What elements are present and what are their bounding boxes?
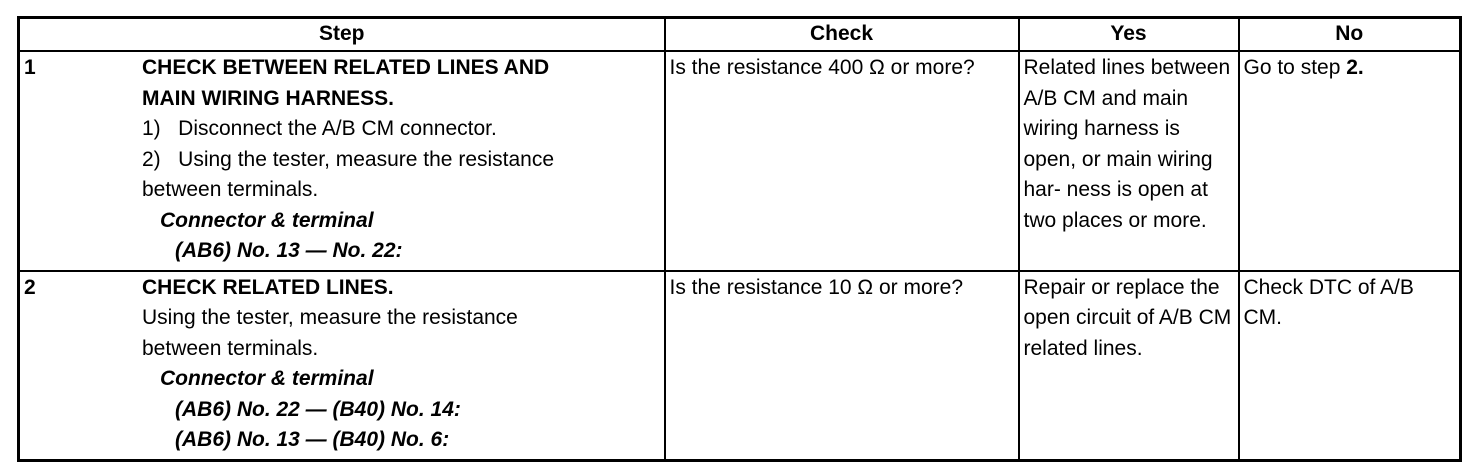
- terminal-spec: (AB6) No. 13 — No. 22:: [175, 239, 403, 262]
- header-step: Step: [19, 18, 665, 52]
- table-row: [19, 271, 1461, 461]
- no-text: Check DTC of A/B CM.: [1243, 275, 1414, 329]
- header-check: Check: [665, 18, 1019, 52]
- step-reference: 2: [1346, 56, 1358, 79]
- terminal-spec: (AB6) No. 22 — (B40) No. 14:: [175, 397, 461, 421]
- step-cell: [19, 271, 665, 461]
- step-title-line: MAIN WIRING HARNESS.: [142, 86, 394, 110]
- no-text: Go to step: [1243, 56, 1347, 79]
- step-title-line: CHECK BETWEEN RELATED LINES AND: [142, 56, 550, 79]
- connector-terminal-label: Connector & terminal: [160, 208, 374, 232]
- instruction-line: Using the tester, measure the resistance: [142, 306, 518, 329]
- yes-cell: Repair or replace the open circuit of A/B CM related lines.: [1019, 271, 1239, 461]
- connector-terminal-label: Connector & terminal: [160, 367, 374, 390]
- terminal-spec: (AB6) No. 13 — (B40) No. 6:: [175, 428, 450, 451]
- no-cell: [1239, 51, 1461, 271]
- instruction-line: between terminals.: [142, 336, 319, 360]
- header-yes: Yes: [1019, 18, 1239, 52]
- step-cell: [19, 51, 665, 271]
- check-cell: Is the resistance 10 Ω or more?: [665, 271, 1019, 461]
- no-cell: [1239, 271, 1461, 461]
- instruction-line: 1) Disconnect the A/B CM connector.: [142, 117, 497, 140]
- table-row: [19, 51, 1461, 271]
- no-text-suffix: .: [1357, 56, 1364, 79]
- diagnostic-table: [17, 16, 1462, 462]
- yes-cell: Related lines between A/B CM and main wiring harness is open, or main wiring har- ness is open at two places or more.: [1019, 51, 1239, 271]
- step-number: 1: [24, 56, 36, 79]
- table-header-row: [19, 18, 1461, 52]
- step-title-line: CHECK RELATED LINES.: [142, 275, 394, 299]
- check-cell: Is the resistance 400 Ω or more?: [665, 51, 1019, 271]
- instruction-line: 2) Using the tester, measure the resistance: [142, 147, 555, 171]
- header-no: No: [1239, 18, 1461, 52]
- instruction-line: between terminals.: [142, 178, 319, 201]
- step-number: 2: [24, 275, 36, 299]
